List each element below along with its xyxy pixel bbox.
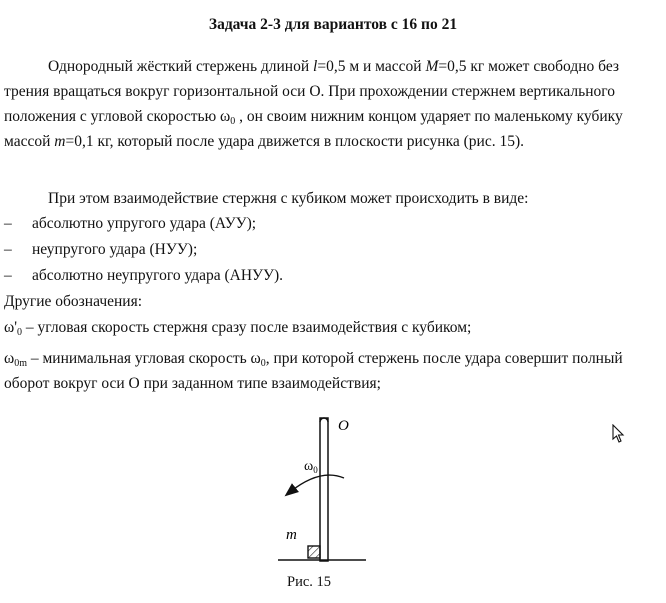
rod bbox=[320, 418, 328, 561]
problem-title: Задача 2-3 для вариантов с 16 по 21 bbox=[208, 16, 458, 33]
list-item: – неупругого удара (НУУ); bbox=[4, 241, 198, 258]
omega-label: $\omega_0$ bbox=[304, 459, 318, 475]
axis-label-o: O bbox=[338, 418, 349, 434]
definition-omega-min: $\omega_{0m}$ – минимальная угловая скорость $\omega_0$, при которой стержень после удара совершит полный оборот вокруг оси О при заданном типе взаимодействия; bbox=[4, 350, 623, 392]
definition-omega-prime: $\omega'_0$ – угловая скорость стержня сразу после взаимодействия с кубиком; bbox=[4, 319, 472, 338]
mouse-cursor-icon bbox=[612, 424, 626, 444]
list-item: – абсолютно неупругого удара (АНУУ). bbox=[4, 267, 284, 284]
cube bbox=[308, 546, 320, 558]
paragraph-interaction-types: При этом взаимодействие стержня с кубиком может происходить в виде: bbox=[48, 190, 529, 207]
figure-rod-and-cube bbox=[270, 412, 380, 590]
rotation-arrow-icon bbox=[290, 475, 344, 492]
list-item: – абсолютно упругого удара (АУУ); bbox=[4, 215, 257, 232]
other-notation-label: Другие обозначения: bbox=[4, 293, 143, 310]
mass-label: m bbox=[286, 527, 297, 543]
paragraph-problem-statement: Однородный жёсткий стержень длиной l=0,5 м и массой M=0,5 кг может свободно без трения вращаться вокруг горизонтальной оси О. При прохождении стержнем вертикального положения с угловой скоростью $\omega_0$ , он своим нижним концом ударяет по маленькому кубику массой m=0,1 кг, который после удара движется в плоскости рисунка (рис. 15). bbox=[4, 58, 623, 150]
figure-caption: Рис. 15 bbox=[287, 574, 332, 590]
